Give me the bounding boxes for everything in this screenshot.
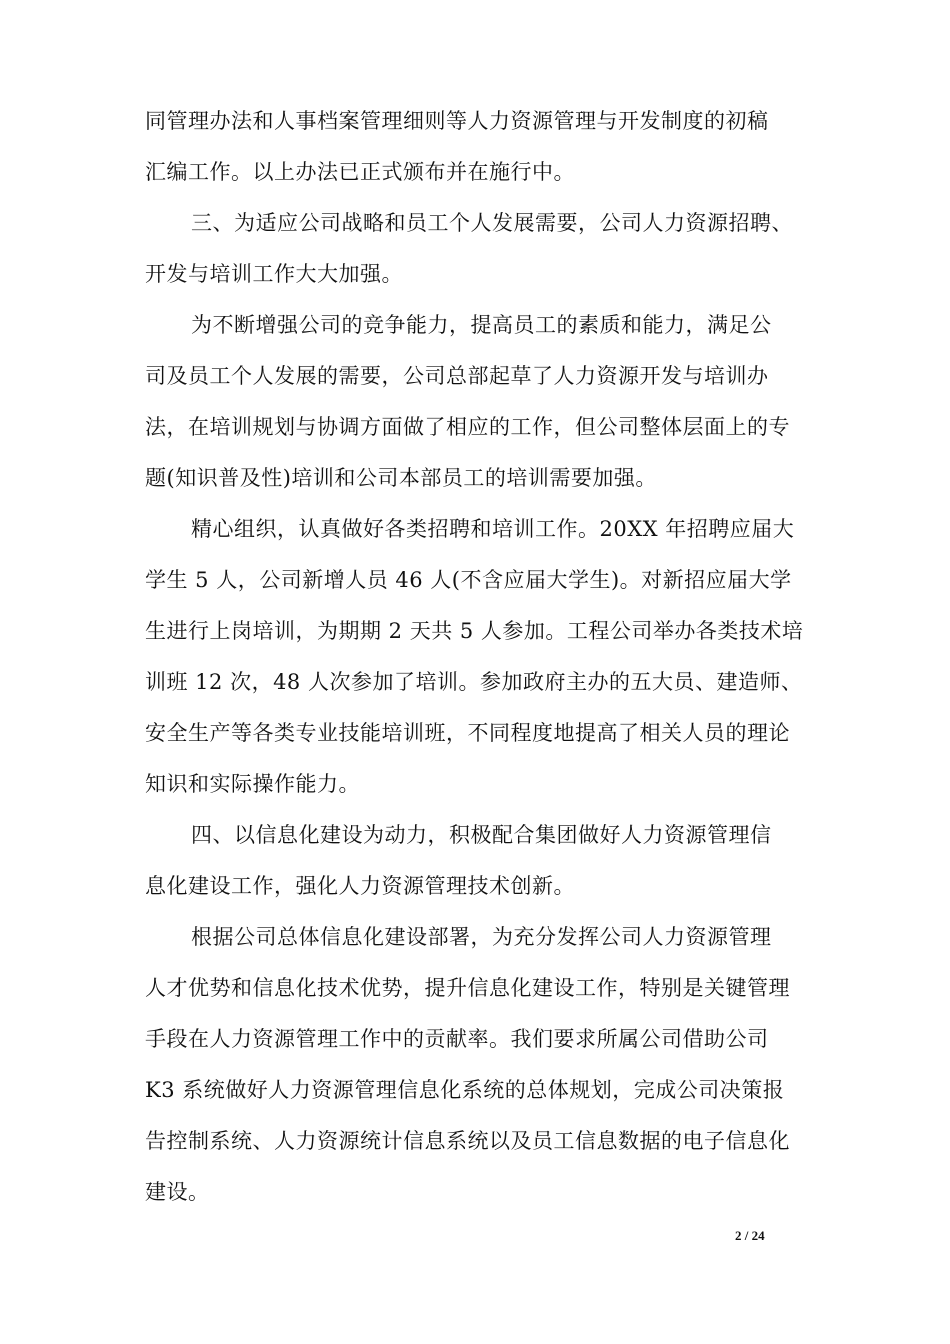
text-line: 训班 12 次，48 人次参加了培训。参加政府主办的五大员、建造师、 xyxy=(145,670,803,694)
section-heading-line: 息化建设工作，强化人力资源管理技术创新。 xyxy=(145,874,575,898)
page-number: 2 / 24 xyxy=(735,1228,765,1243)
section-heading-line: 开发与培训工作大大加强。 xyxy=(145,262,403,286)
section-heading-line: 三、为适应公司战略和员工个人发展需要，公司人力资源招聘、 xyxy=(191,211,793,235)
section-heading-line: 四、以信息化建设为动力，积极配合集团做好人力资源管理信 xyxy=(191,823,772,847)
text-line: 根据公司总体信息化建设部署，为充分发挥公司人力资源管理 xyxy=(191,925,772,949)
text-line: K3 系统做好人力资源管理信息化系统的总体规划，完成公司决策报 xyxy=(145,1078,785,1102)
text-line: 人才优势和信息化技术优势，提升信息化建设工作，特别是关键管理 xyxy=(145,976,790,1000)
text-line: 汇编工作。以上办法已正式颁布并在施行中。 xyxy=(145,160,575,184)
text-line: 为不断增强公司的竞争能力，提高员工的素质和能力，满足公 xyxy=(191,313,772,337)
text-line: 安全生产等各类专业技能培训班，不同程度地提高了相关人员的理论 xyxy=(145,721,790,745)
text-line: 学生 5 人，公司新增人员 46 人(不含应届大学生)。对新招应届大学 xyxy=(145,568,792,592)
text-line: 同管理办法和人事档案管理细则等人力资源管理与开发制度的初稿 xyxy=(145,109,769,133)
body-text xyxy=(145,96,811,1218)
text-line: 告控制系统、人力资源统计信息系统以及员工信息数据的电子信息化 xyxy=(145,1129,790,1153)
text-line: 题(知识普及性)培训和公司本部员工的培训需要加强。 xyxy=(145,466,657,490)
text-line: 法，在培训规划与协调方面做了相应的工作，但公司整体层面上的专 xyxy=(145,415,790,439)
text-line: 建设。 xyxy=(145,1180,210,1204)
text-line: 司及员工个人发展的需要，公司总部起草了人力资源开发与培训办 xyxy=(145,364,769,388)
text-line: 精心组织，认真做好各类招聘和培训工作。20XX 年招聘应届大 xyxy=(191,517,795,541)
text-line: 手段在人力资源管理工作中的贡献率。我们要求所属公司借助公司 xyxy=(145,1027,769,1051)
text-line: 知识和实际操作能力。 xyxy=(145,772,360,796)
text-line: 生进行上岗培训，为期期 2 天共 5 人参加。工程公司举办各类技术培 xyxy=(145,619,804,643)
